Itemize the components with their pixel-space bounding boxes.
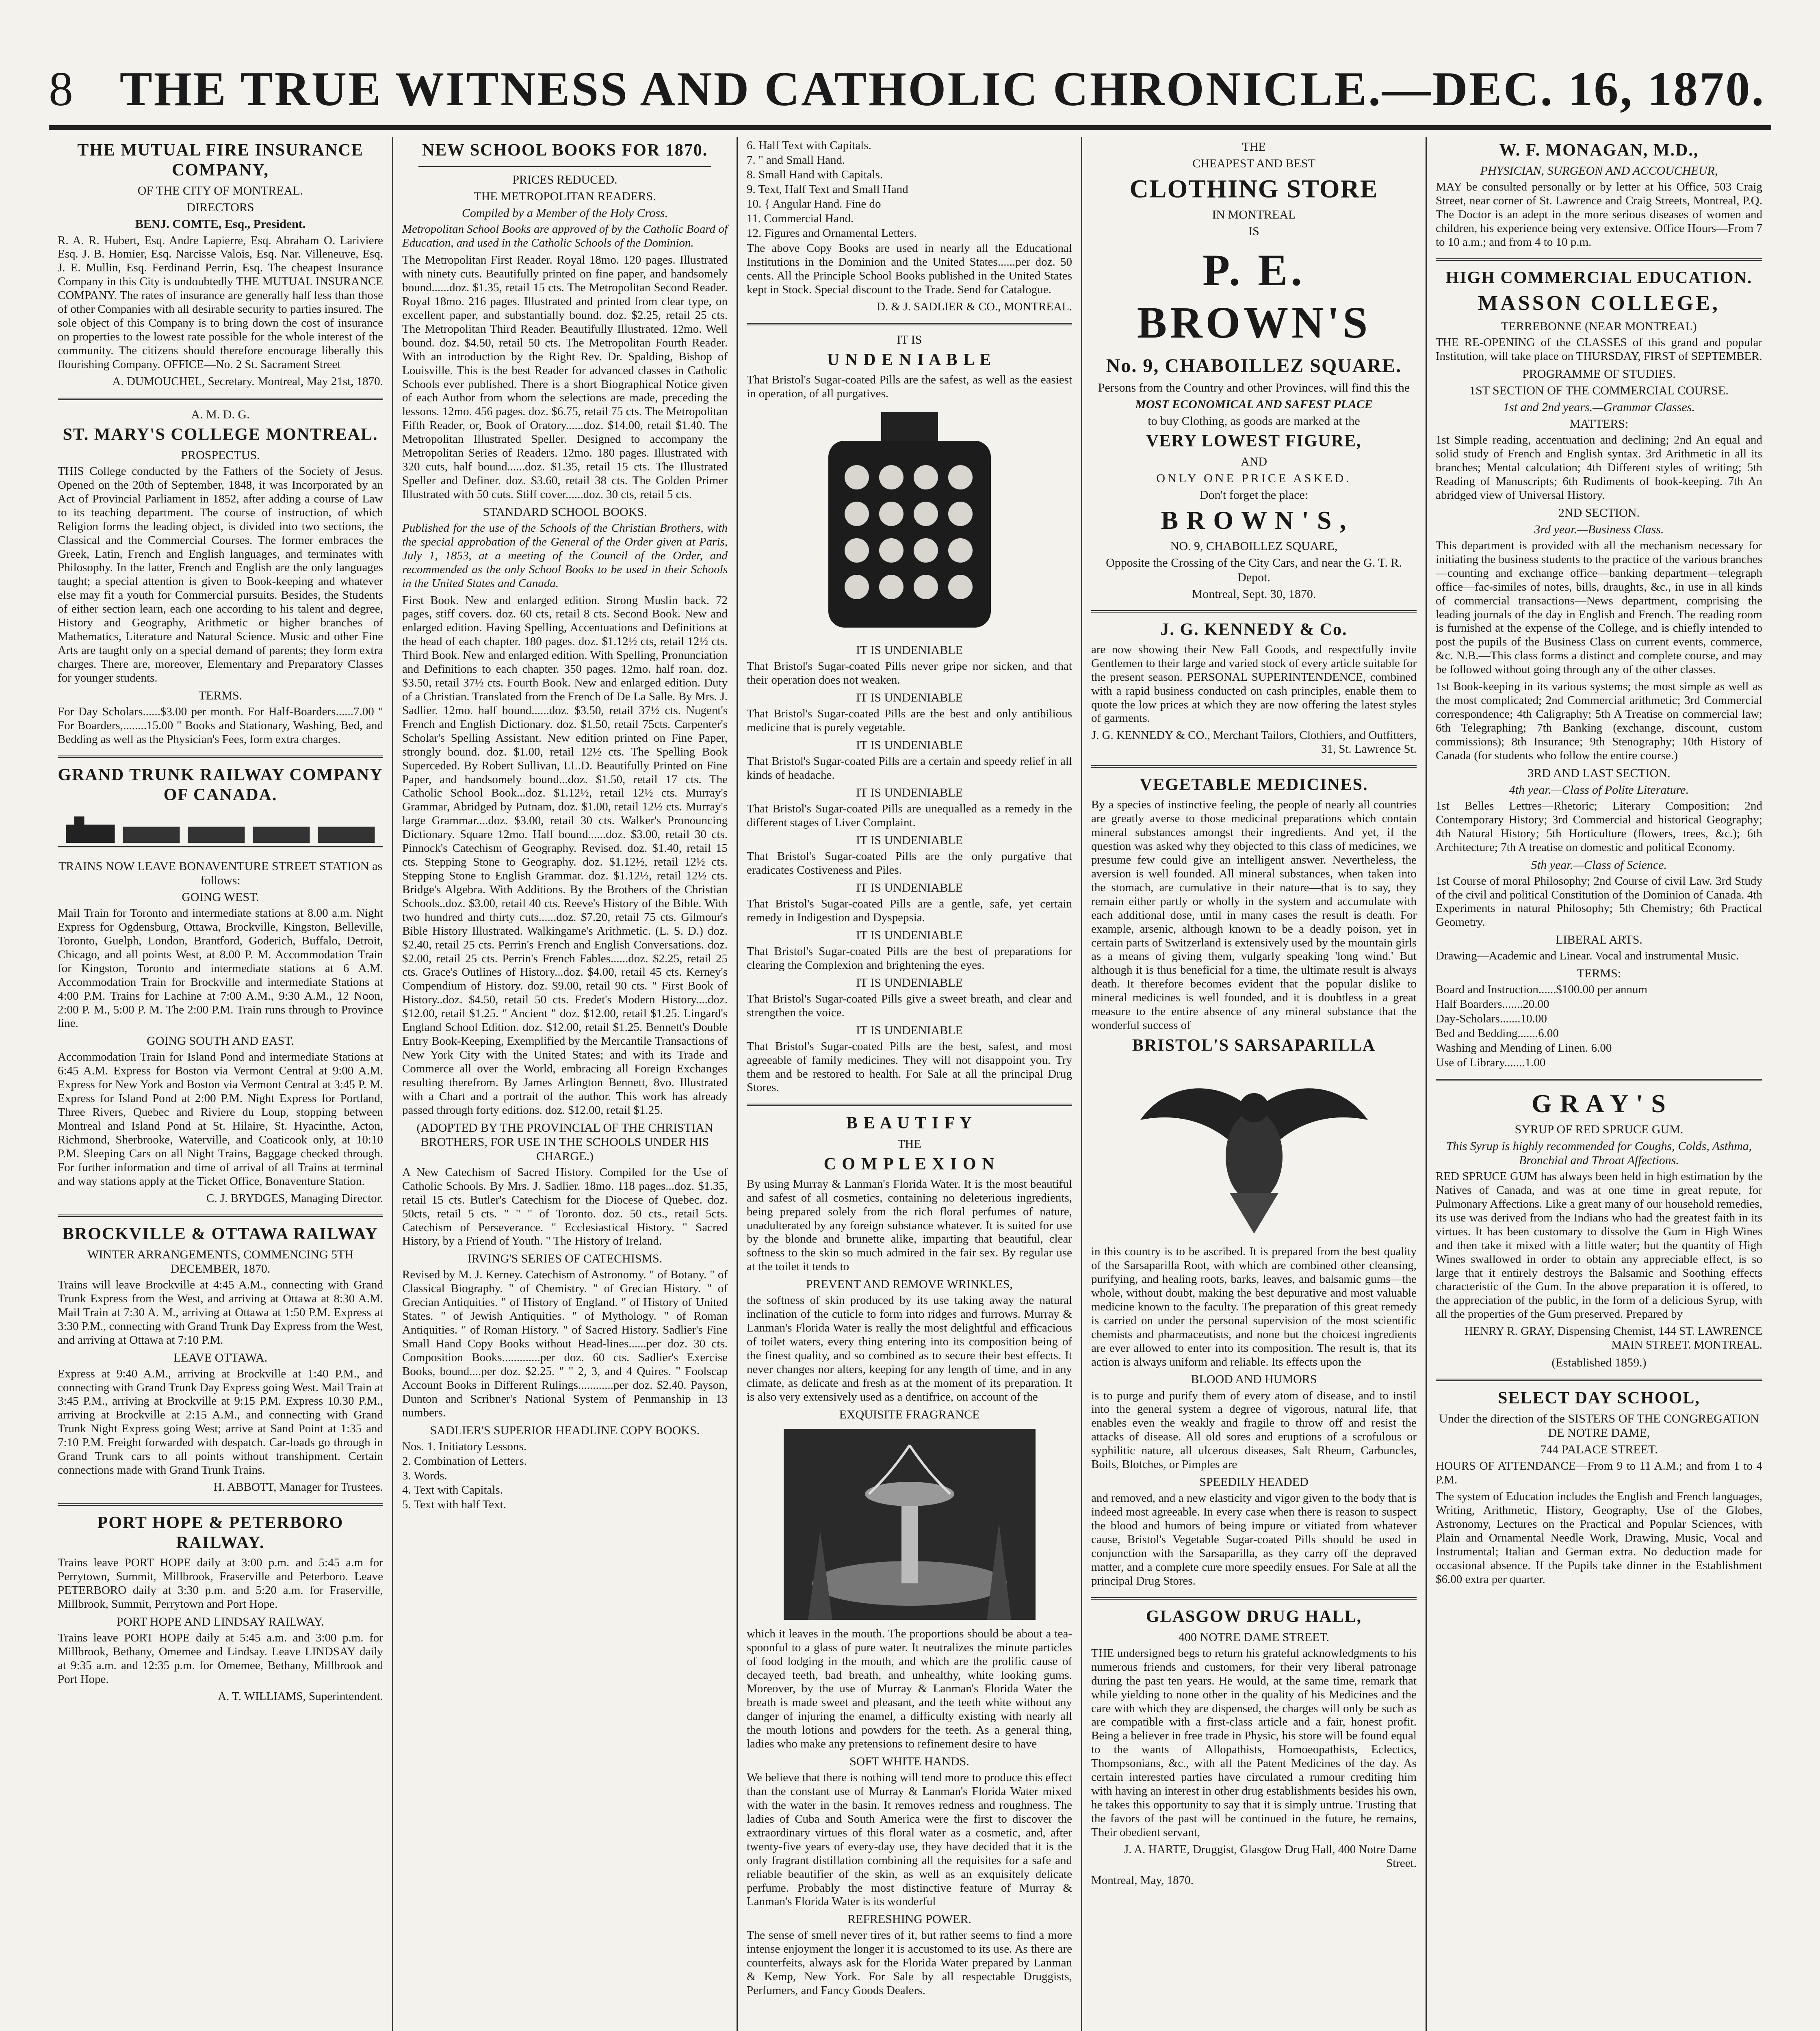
complexion-heading: C O M P L E X I O N	[823, 1154, 995, 1174]
undeniable-item-heading: IT IS UNDENIABLE	[856, 738, 963, 752]
select-school-address: 744 PALACE STREET.	[1540, 1443, 1658, 1457]
undeniable-item-heading: IT IS UNDENIABLE	[856, 881, 963, 894]
sarsaparilla-body: in this country is to be ascribed. It is prepared from the best quality of the Sarsaparilla Root, with which are combined other cleansing, purifying, and healing roots, barks, leaves, and balsamic gums—the whole, without doubt, making the best depurative and most valuable medicine known to the faculty. The preparation of this great remedy is carried on under the personal supervision of the most scientific chemists and pharmaceutists, and none but the choicest ingredients are ever allowed to enter into its composition. The result is, that its action is always uniform and reliable. Its effects upon the	[1091, 1245, 1417, 1368]
section2-body: This department is provided with all the mechanism necessary for initiating the business students to the practice of the various branches—counting and exchange office—banking department—telegraph office—fac-similes of notes, bills, draughts, &c., in use in all kinds of commercial transactions—News department, comprising the leading journals of the day in English and French. The reading room is furnished at the expense of the College, and is chiefly intended to post the pupils of the Business Class on current events, commerce, &c. N.B.—This class forms a distinct and complete course, and may be followed without going through any of the other classes.	[1436, 539, 1762, 676]
school-books-ad	[402, 141, 728, 1512]
one-price: ONLY ONE PRICE ASKED.	[1156, 472, 1352, 485]
undeniable-item-heading: IT IS UNDENIABLE	[856, 1023, 963, 1037]
brockville-ad	[58, 1224, 383, 1494]
grand-trunk-ad	[58, 765, 383, 1206]
is-label: IS	[1248, 225, 1259, 238]
column-4	[1082, 137, 1427, 2031]
select-school-ad	[1436, 1388, 1762, 1587]
undeniable-item-heading: IT IS UNDENIABLE	[856, 786, 963, 799]
programme-heading: PROGRAMME OF STUDIES.	[1522, 367, 1676, 381]
approved-note: Metropolitan School Books are approved of by the Catholic Board of Education, and used in the Catholic Schools of the Dominion.	[402, 223, 728, 250]
beautify-heading: B E A U T I F Y	[846, 1114, 973, 1133]
divider	[58, 756, 383, 758]
list-item: Board and Instruction......$100.00 per annum	[1436, 983, 1648, 996]
glasgow-heading: GLASGOW DRUG HALL,	[1146, 1607, 1362, 1626]
undeniable-item-heading: IT IS UNDENIABLE	[856, 833, 963, 847]
undeniable-item-text: That Bristol's Sugar-coated Pills never gripe nor sicken, and that their operation does not weaken.	[747, 660, 1072, 687]
train-icon	[58, 812, 383, 849]
column-5	[1427, 137, 1771, 2031]
undeniable-item-heading: IT IS UNDENIABLE	[856, 691, 963, 705]
fire-insurance-sub: OF THE CITY OF MONTREAL.	[137, 184, 303, 198]
refreshing-heading: REFRESHING POWER.	[847, 1912, 972, 1926]
copy-books-continued	[747, 139, 1072, 314]
sadlier-heading: SADLIER'S SUPERIOR HEADLINE COPY BOOKS.	[430, 1423, 700, 1437]
section4-list: 1st Course of moral Philosophy; 2nd Course of civil Law. 3rd Study of the civil and political Constitution of the Dominion of Canada. 4th Experiments in natural Philosophy; 5th Chemistry; 6th Practical Geometry.	[1436, 874, 1762, 929]
select-school-heading: SELECT DAY SCHOOL,	[1498, 1389, 1700, 1408]
clothing-date: Montreal, Sept. 30, 1870.	[1192, 587, 1316, 601]
grand-trunk-west-body: Mail Train for Toronto and intermediate stations at 8.00 a.m. Night Express for Ogdensburg, Ottawa, Brockville, Kingston, Belleville, Toronto, Guelph, London, Brantford, Goderich, Buffalo, Detroit, Chicago, and all points West, at 8.00 P. M. Accommodation Train for Kingston, Toronto and intermediate stations at 6 A.M. Accommodation Train for Brockville and intermediate Stations at 4:00 P.M. Trains for Lachine at 7:00 A.M., 9:30 A.M., 12 Noon, 2:00 P. M., 5:00 P. M. The 2:00 P.M. Train runs through to Province line.	[58, 907, 383, 1030]
syrup-body: RED SPRUCE GUM has always been held in high estimation by the Natives of Canada, and was at one time in great repute, for Pulmonary Affections. Like a great many of our household remedies, its use was derived from the Indians who had the greatest faith in its virtues. It has been customary to dissolve the Gum in High Wines and then take it mixed with a little water; but the quantity of High Wines swallowed in order to obtain any appreciable effect, is so large that it entirely destroys the Balsamic and Soothing effects characteristic of the Gum. In the above preparation it is offered, to the appreciation of the public, in the form of a delicious Syrup, with all the properties of the Gum preserved. Prepared by	[1436, 1170, 1762, 1321]
monagan-heading: W. F. MONAGAN, M.D.,	[1499, 141, 1699, 160]
copy-books-note: The above Copy Books are used in nearly all the Educational Institutions in the Dominion and the United States......per doz. 50 cents. All the Principle School Books published in the United States kept in Stock. Special discount to the Trade. Send for Catalogue.	[747, 242, 1072, 297]
college-amdg: A. M. D. G.	[191, 407, 250, 421]
glasgow-address: 400 NOTRE DAME STREET.	[1178, 1630, 1330, 1644]
and-label: AND	[1241, 455, 1267, 469]
kennedy-ad	[1091, 620, 1417, 757]
brockville-signature: H. ABBOTT, Manager for Trustees.	[213, 1480, 383, 1494]
florida-water-ad	[747, 1113, 1072, 1998]
list-item: Washing and Mending of Linen. 6.00	[1436, 1041, 1612, 1055]
divider	[418, 166, 711, 167]
select-school-hours: HOURS OF ATTENDANCE—From 9 to 11 A.M.; and from 1 to 4 P.M.	[1436, 1459, 1762, 1486]
copy-books-list	[402, 1440, 728, 1512]
terrebonne: TERREBONNE (NEAR MONTREAL)	[1501, 319, 1697, 333]
divider	[1436, 1379, 1762, 1381]
column-1	[49, 137, 393, 2031]
clothing-store-heading: CLOTHING STORE	[1129, 174, 1378, 204]
grand-trunk-trains: TRAINS NOW LEAVE BONAVENTURE STREET STATION as follows:	[58, 859, 383, 887]
list-item: 7. " and Small Hand.	[747, 153, 845, 167]
undeniable-item-text: That Bristol's Sugar-coated Pills are the only purgative that eradicates Costiveness and Piles.	[747, 849, 1072, 877]
divider	[58, 1215, 383, 1217]
list-item: 2. Combination of Letters.	[402, 1454, 527, 1468]
prices-reduced: PRICES REDUCED.	[512, 173, 618, 187]
complexion-body: By using Murray & Lanman's Florida Water. It is the most beautiful and safest of all cosmetics, containing no deleterious ingredients, being prepared solely from the rich floral perfumes of nature, unadulterated by any foreign substance whatever. It is suited for use by the blonde and brunette alike, imparting that beautiful, clear softness to the skin so much admired in the fair sex. By regular use at the toilet it tends to	[747, 1177, 1072, 1273]
brockville-sub: WINTER ARRANGEMENTS, COMMENCING 5TH DECEMBER, 1870.	[87, 1247, 353, 1275]
divider	[747, 323, 1072, 325]
adopted-body: A New Catechism of Sacred History. Compiled for the Use of Catholic Schools. By Mrs. J. Sadlier. 18mo. 118 pages...doz. $1.35, retail 15 cts. Butler's Catechism for the Diocese of Quebec. doz. 50cts, retail 5 cts. " " " of Toronto. doz. 50 cts., retail 5cts. Catechism of Perseverance. " Ecclesiastical History. " Sacred History, by a Friend of Youth. " The History of Ireland.	[402, 1165, 728, 1248]
brockville-heading: BROCKVILLE & OTTAWA RAILWAY	[62, 1224, 379, 1243]
divider	[1436, 1079, 1762, 1081]
standard-body: First Book. New and enlarged edition. Strong Muslin back. 72 pages, stiff covers. doz. 60 cts, retail 8 cts. Second Book. New and enlarged edition. Having Spelling, Accentuations and Definitions at the head of each chapter. 180 pages. doz. $1.12½ cts, retail 12½ cts. Third Book. New and enlarged edition. With Spelling, Pronunciation and Definitions to each chapter. 350 pages. 12mo. half roan. doz. $3.50, retail 37½ cts. Fourth Book. New and enlarged edition. Duty of a Christian. Translated from the French of De La Salle. By Mrs. J. Sadlier. 12mo. half bound......doz. $3.50, retail 37½ cts. Nugent's French and English Dictionary. doz. $1.50, retail 75cts. Carpenter's Scholar's Spelling Assistant. New edition printed on Fine Paper, strongly bound. doz. $1.00, retail 12½ cts. The Spelling Book Superceded. By Robert Sullivan, LL.D. Beautifully Printed on Fine Paper, and handsomely bound...doz. $1.50, retail 17 cts. The Catholic School Book...doz. $1.12½, retail 12½ cts. Murray's Grammar, Abridged by Putnam, doz. $1.00, retail 12½ cts. Murray's large Grammar....doz. $3.00, retail 30 cts. Walker's Pronouncing Dictionary. Square 12mo. Half bound......doz. $3.00, retail 30 cts. Pinnock's Catechism of Geography. Revised. doz. $1.40, retail 15 cts. Stepping Stone to Geography. doz. $1.12½, retail 12½ cts. Stepping Stone to English Grammar. doz. $1.12½, retail 12½ cts. Bridge's Algebra. With Additions. By the Brothers of the Christian Schools..doz. $3.00, retail 40 cts. Reeve's History of the Bible. With two hundred and thirty cuts......doz. $7.20, retail 75 cts. Gilmour's Bible History Illustrated. Walkingame's Arithmetic. (L. S. D.) doz. $2.40, retail 25 cts. Perrin's French and English Conversations. doz. $2.00, retail 25 cts. Perrin's French Fables......doz. $2.25, retail 25 cts. Grace's Outlines of History...doz. $4.00, retail 45 cts. Kerney's Compendium of History. doz. $9.00, retail 90 cts. " First Book of History..doz. $4.50, retail 50 cts. Fredet's Modern History....doz. $12.00, retail $1.25. " Ancient " doz. $12.00, retail $1.25. Lingard's England School Edition. doz. $12.00, retail $1.25. Bennett's Double Entry Book-Keeping, Exemplified by the Mercantile Transactions of New York City with the United States; and with its Trade and Commerce all over the World, embracing all Foreign Exchanges resulting therefrom. By James Arlington Bennett, 8vo. Illustrated with a Chart and a portrait of the author. This work has already passed through forty editions. doz. $12.00, retail $1.25.	[402, 593, 728, 1117]
copy-books-list-2	[747, 139, 1072, 240]
glasgow-drug-hall-ad	[1091, 1607, 1417, 1888]
undeniable-item-heading: IT IS UNDENIABLE	[856, 928, 963, 942]
brockville-body: Trains will leave Brockville at 4:45 A.M., connecting with Grand Trunk Express from the West, and arriving at Ottawa at 8:30 A.M. Mail Train at 7:30 A. M., arriving at Ottawa at 1:50 P.M. Express at 3:30 P.M., connecting with Grand Trunk Day Express from the West, and arriving at Ottawa at 7:10 P.M.	[58, 1278, 384, 1347]
section1-sub: 1st and 2nd years.—Grammar Classes.	[1503, 400, 1695, 414]
college-terms-heading: TERMS.	[198, 689, 243, 702]
list-item: Day-Scholars.......10.00	[1436, 1012, 1547, 1026]
school-books-heading: NEW SCHOOL BOOKS FOR 1870.	[422, 141, 708, 160]
list-item: 12. Figures and Ornamental Letters.	[747, 226, 917, 240]
divider	[1091, 610, 1417, 613]
undeniable-item-text: That Bristol's Sugar-coated Pills are the best, safest, and most agreeable of family medicines. They will not disappoint you. Try them and be restored to health. For Sale at all the principal Drug Stores.	[747, 1039, 1072, 1094]
syrup-signature: HENRY R. GRAY, Dispensing Chemist, 144 ST. LAWRENCE MAIN STREET. MONTREAL.	[1464, 1325, 1762, 1352]
select-school-sub: Under the direction of the SISTERS OF THE CONGREGATION DE NOTRE DAME,	[1439, 1412, 1759, 1440]
undeniable-item-text: That Bristol's Sugar-coated Pills are a gentle, safe, yet certain remedy in Indigestion and Dyspepsia.	[747, 897, 1072, 924]
monagan-body: MAY be consulted personally or by letter at his Office, 503 Craig Street, near corner of St. Lawrence and Craig Streets, Montreal, P.Q. The Doctor is an adept in the more serious diseases of women and children, his experience being very extensive. Office Hours—From 7 to 10 a.m.; and from 4 to 10 p.m.	[1436, 180, 1762, 249]
monagan-ad	[1436, 141, 1762, 249]
grand-trunk-east-body: Accommodation Train for Island Pond and intermediate Stations at 6:45 A.M. Express for Boston via Vermont Central at 9:00 A.M. Express for New York and Boston via Vermont Central at 3:45 P. M. Express for Island Pond at 2:00 P.M. Night Express for Portland, Three Rivers, Quebec and Riviere du Loup, stopping between Montreal and Island Pond at St. Hilaire, St. Hyacinthe, Acton, Richmond, Sherbrooke, Waterville, and Coaticook only, at 10:10 P.M. Sleeping Cars on all Night Trains, Baggage checked through. For further information and time of arrival of all Trains at terminal and way stations apply at the Ticket Office, Bonaventure Station.	[58, 1050, 383, 1188]
fire-insurance-ad	[58, 141, 383, 389]
wrinkles-heading: PREVENT AND REMOVE WRINKLES,	[806, 1277, 1013, 1291]
eagle-illustration-icon	[1132, 1063, 1376, 1238]
fire-insurance-signature: A. DUMOUCHEL, Secretary. Montreal, May 21st, 1870.	[112, 375, 383, 388]
standard-heading: STANDARD SCHOOL BOOKS.	[483, 505, 647, 519]
bristol-pills-ad	[747, 333, 1072, 1095]
list-item: 9. Text, Half Text and Small Hand	[747, 182, 908, 196]
fragrance-body: which it leaves in the mouth. The proportions should be about a tea-spoonful to a glass of pure water. It neutralizes the minute particles of food lodging in the mouth, and which are the prolific cause of decayed teeth, bad breath, and unhealthy, white looking gums. Moreover, by the use of Murray & Lanman's Florida Water the breath is made sweet and pleasant, and the teeth white without any danger of injuring the enamel, a difficulty existing with nearly all the mouth lotions and powders for the teeth. As a general thing, ladies who make any pretensions to refinement desire to have	[747, 1627, 1072, 1751]
clothing-store-ad	[1091, 140, 1417, 601]
list-item: 6. Half Text with Capitals.	[747, 139, 871, 152]
divider	[1091, 1597, 1417, 1600]
series-heading: THE METROPOLITAN READERS.	[474, 190, 656, 204]
list-item: Bed and Bedding.......6.00	[1436, 1027, 1559, 1040]
education-heading: HIGH COMMERCIAL EDUCATION.	[1445, 268, 1753, 287]
glasgow-body: THE undersigned begs to return his grateful acknowledgments to his numerous friends and customers, for their very liberal patronage during the past ten years. He would, at the same time, remark that while yielding to none other in the quality of his Medicines and the care with which they are dispensed, the charges will only be such as are compatible with a first-class article and a fair, honest profit. Being a believer in free trade in Physic, his store will be found equal to the wants of Allopathists, Homoeopathists, Eclectics, Thompsonians, &c., with all the Patent Medicines of the day. As certain interested parties have circulated a rumour crediting him with having an interest in other drug establishments besides his own, he takes this opportunity to say that it is simply untrue. Trusting that the favors of the past will be continued in the future, he remains, Their obedient servant,	[1091, 1646, 1417, 1839]
the-label: THE	[897, 1137, 921, 1151]
list-item: Half Boarders.......20.00	[1436, 998, 1549, 1011]
undeniable-item-heading: IT IS UNDENIABLE	[856, 643, 963, 657]
vegetable-body: By a species of instinctive feeling, the people of nearly all countries are greatly averse to those medicinal preparations which contain mineral substances amongst their ingredients. And yet, if the question was asked why they objected to this class of medicines, we presume few could give an intelligent answer. Nevertheless, the aversion is well founded. All mineral substances, when taken into the stomach, are cumulative in their nature—that is to say, they remain either partly or wholly in the system and accumulate with each additional dose, until in many cases the result is death. For example, arsenic, although known to be a deadly poison, yet in certain parts of Switzerland is extensively used by the mountain girls as a means of giving them, vulgarly speaking 'long wind.' But although it is thus beneficial for a time, the ultimate result is always death. It therefore becomes evident that the popular dislike to mineral medicines is well founded, and it is doubtless in a great measure to the entire absence of any mineral substance that the wonderful success of	[1091, 798, 1417, 1032]
refreshing-body: The sense of smell never tires of it, but rather seems to find a more intense enjoyment the longer it is accustomed to its use. As there are counterfeits, always ask for the Florida Water prepared by Lanman & Kemp, New York. For Sale by all respectable Druggists, Perfumers, and Fancy Goods Dealers.	[747, 1929, 1072, 1997]
glasgow-date: Montreal, May, 1870.	[1091, 1873, 1194, 1887]
vegetable-medicines-ad	[1091, 775, 1417, 1588]
college-ad	[58, 407, 383, 747]
browns-address: NO. 9, CHABOILLEZ SQUARE,	[1170, 539, 1338, 553]
fire-insurance-heading: THE MUTUAL FIRE INSURANCE COMPANY,	[77, 141, 364, 180]
port-hope-ad	[58, 1513, 383, 1704]
grays-syrup-ad	[1436, 1089, 1762, 1370]
terms-heading: TERMS:	[1577, 967, 1621, 981]
section2-list: 1st Book-keeping in its various systems; the most simple as well as the most complicated; 2nd Commercial arithmetic; 3rd Commercial correspondence; 4th Caligraphy; 5th A Treatise on commercial law; 6th Telegraphing; 7th Banking (exchange, discount, custom commissions); 8th Insurance; 9th Stenography; 10th History of Canada (for students who follow the entire course.)	[1436, 680, 1762, 762]
wrinkles-body: the softness of skin produced by its use taking away the natural inclination of the cuticle to form into ridges and furrows. Murray & Lanman's Florida Water is really the most delightful and efficacious of toilet waters, every thing entering into its composition being of the finest quality, and so combined as to secure their best effects. It never changes nor alters, keeping for any length of time, and in any climate, as delicate and fresh as at the moment of its preparation. It is also very extensively used as a dentifrice, on account of the	[747, 1294, 1072, 1403]
lindsay-signature: A. T. WILLIAMS, Superintendent.	[218, 1689, 383, 1703]
vegetable-heading: VEGETABLE MEDICINES.	[1140, 775, 1368, 795]
section3-sub: 4th year.—Class of Polite Literature.	[1509, 783, 1689, 797]
column-2	[393, 137, 738, 2031]
browns-heading: B R O W N ' S ,	[1161, 506, 1347, 535]
list-item: 10. { Angular Hand. Fine do	[747, 197, 881, 210]
it-is: IT IS	[897, 333, 922, 347]
section1-heading: 1ST SECTION OF THE COMMERCIAL COURSE.	[1469, 383, 1729, 397]
most-economical: MOST ECONOMICAL AND SAFEST PLACE	[1135, 397, 1373, 411]
fees-list	[1436, 983, 1762, 1070]
masson-heading: MASSON COLLEGE,	[1478, 291, 1720, 315]
undeniable-item-heading: IT IS UNDENIABLE	[856, 976, 963, 990]
established: (Established 1859.)	[1551, 1356, 1647, 1370]
compiled-note: Compiled by a Member of the Holy Cross.	[462, 206, 668, 220]
grays-heading: G R A Y ' S	[1532, 1089, 1666, 1118]
divider	[1091, 765, 1417, 768]
undeniable-item-text: That Bristol's Sugar-coated Pills are the best and only antibilious medicine that is purely vegetable.	[747, 707, 1072, 734]
newspaper-title: THE TRUE WITNESS AND CATHOLIC CHRONICLE.—DEC. 16, 1870.	[119, 62, 1766, 116]
list-item: 11. Commercial Hand.	[747, 212, 854, 225]
the-label: THE	[1242, 140, 1266, 154]
standard-intro: Published for the use of the Schools of the Christian Brothers, with the special approbation of the General of the Order given at Paris, July 1, 1853, at a meeting of the Council of the Order, and recommended as the only School Books to be used in their Schools in the United States and Canada.	[402, 521, 728, 590]
lowest-figure: VERY LOWEST FIGURE,	[1146, 432, 1362, 451]
sadlier-signature: D. & J. SADLIER & CO., MONTREAL.	[877, 300, 1072, 314]
grand-trunk-east: GOING SOUTH AND EAST.	[147, 1034, 294, 1048]
port-hope-heading: PORT HOPE & PETERBORO RAILWAY.	[97, 1513, 344, 1552]
pill-bottle-icon	[804, 408, 1015, 636]
speedily-heading: SPEEDILY HEADED	[1199, 1475, 1309, 1489]
syrup-heading: SYRUP OF RED SPRUCE GUM.	[1514, 1122, 1684, 1136]
masson-college-ad	[1436, 268, 1762, 1070]
irving-body: Revised by M. J. Kerney. Catechism of Astronomy. " of Botany. " of Classical Biography. " of Chemistry. " of Grecian History. " of Grecian Antiquities. " of History of England. " of History of United States. " of Jewish Antiquities. " of Mythology. " of Roman Antiquities. " of Roman History. " of Sacred History. Sadlier's Fine Small Hand Copy Books without Head-lines......per doz. 30 cts. Composition Books.............per doz. 60 cts. Sadlier's Exercise Books, bound....per doz. $2.25. " " 2, 3, and 4 Quires. " Foolscap Account Books in Different Rulings............per doz. $2.40. Payson, Dunton and Scribner's National System of Penmanship in 13 numbers.	[402, 1268, 728, 1419]
select-school-body: The system of Education includes the English and French languages, Writing, Arithmetic, History, Geography, Use of the Globes, Astronomy, Lectures on the Practical and Popular Sciences, with Plain and Ornamental Needle Work, Drawing, Music, Vocal and Instrumental; Italian and German extra. No deduction made for occasional absence. If the Pupils take dinner in the Establishment $6.00 extra per quarter.	[1436, 1490, 1762, 1586]
section1-list: 1st Simple reading, accentuation and declining; 2nd An equal and solid study of French and English syntax. 3rd Arithmetic in all its branches; Mental calculation; 4th Different styles of writing; 5th Reading of Manuscripts; 6th Rudiments of book-keeping. 7th An abridged view of Universal History.	[1436, 433, 1762, 502]
undeniable-items	[747, 643, 1072, 1095]
brown-heading: P. E. BROWN'S	[1137, 245, 1371, 347]
glasgow-signature: J. A. HARTE, Druggist, Glasgow Drug Hall, 400 Notre Dame Street.	[1124, 1843, 1417, 1870]
divider	[1436, 258, 1762, 261]
fire-insurance-body: R. A. R. Hubert, Esq. Andre Lapierre, Esq. Abraham O. Lariviere Esq. J. B. Homier, Esq. Narcisse Valois, Esq. Nar. Villeneuve, Esq. J. E. Mullin, Esq. Ferdinand Perrin, Esq. The cheapest Insurance Company in this City is undoubtedly THE MUTUAL INSURANCE COMPANY. The rates of insurance are generally half less than those of other Companies with all desirable security to parties insured. The sole object of this Company is to bring down the cost of insurance on properties to the lowest rate possible for the whole interest of the community. The citizens should therefore encourage liberally this flourishing Company. OFFICE—No. 2 St. Sacrament Street	[58, 234, 383, 371]
list-item: Use of Library.......1.00	[1436, 1056, 1546, 1070]
section2-heading: 2ND SECTION.	[1558, 506, 1640, 520]
section2-sub: 3rd year.—Business Class.	[1534, 522, 1664, 536]
in-montreal: IN MONTREAL	[1212, 208, 1296, 222]
section3-list: 1st Belles Lettres—Rhetoric; Literary Composition; 2nd Contemporary History; 3rd Commercial and historical Geography; 4th Natural History; 5th Horticulture (flowers, trees, &c.); 6th Architecture; 7th A treatise on domestic and political Economy.	[1436, 799, 1762, 854]
columns	[49, 137, 1771, 2031]
dont-forget: Don't forget the place:	[1199, 488, 1309, 502]
matters-label: MATTERS:	[1569, 417, 1629, 431]
to-buy-note: to buy Clothing, as goods are marked at the	[1148, 414, 1360, 428]
kennedy-signature: J. G. KENNEDY & CO., Merchant Tailors, Clothiers, and Outfitters, 31, St. Lawrence St.	[1091, 729, 1417, 756]
irving-heading: IRVING'S SERIES OF CATECHISMS.	[467, 1252, 663, 1266]
undeniable-item-text: That Bristol's Sugar-coated Pills are a certain and speedy relief in all kinds of headache.	[747, 755, 1072, 782]
liberal-arts-body: Drawing—Academic and Linear. Vocal and instrumental Music.	[1436, 949, 1739, 963]
fire-insurance-directors: DIRECTORS	[186, 201, 254, 214]
undeniable-item-text: That Bristol's Sugar-coated Pills give a sweet breath, and clear and strengthen the voice.	[747, 992, 1072, 1019]
brockville-body2: Express at 9:40 A.M., arriving at Brockville at 1:40 P.M., and connecting with Grand Trunk Day Express going West. Mail Train at 3:45 P.M., arriving at Brockville at 9:15 P.M. Express 10.30 P.M., arriving at Brockville at 2:15 A.M., and connecting with Grand Trunk Night Express going West; arrive at Sand Point at 1:35 and 7:10 P.M. Freight forwarded with despatch. Car-loads go through in Grand Trunk cars to all points without transhipment. Certain connections made with Grand Trunk Trains.	[58, 1367, 383, 1477]
fountain-illustration-icon	[784, 1429, 1036, 1620]
divider	[747, 1104, 1072, 1106]
college-body: THIS College conducted by the Fathers of the Society of Jesus. Opened on the 20th of September, 1848, it was Incorporated by an Act of Provincial Parliament in 1852, after adding a course of Law to its teaching department. The course of instruction, of which Religion forms the leading object, is divided into two sections, the Classical and the Commercial Courses. The former embraces the Greek, Latin, French and English languages, and terminates with Philosophy. In the latter, French and English are the only languages taught; a special attention is given to Book-keeping and whatever else may fit a youth for Commercial pursuits. Besides, the Students of either section learn, each one according to his talent and degree, History and Geography, Arithmetic or higher branches of Mathematics, Literature and Natural Science. Music and other Fine Arts are taught only on a special demand of parents; they form extra charges. There are, moreover, Elementary and Preparatory Classes for younger students.	[58, 464, 383, 684]
section4-sub: 5th year.—Class of Science.	[1531, 858, 1667, 872]
lindsay-heading: PORT HOPE AND LINDSAY RAILWAY.	[117, 1615, 324, 1628]
section3-heading: 3RD AND LAST SECTION.	[1528, 766, 1670, 780]
list-item: 4. Text with Capitals.	[402, 1483, 503, 1497]
divider	[58, 398, 383, 400]
college-rates: For Day Scholars......$3.00 per month. For Half-Boarders......7.00 " For Boarders,........15.00 " Books and Stationary, Washing, Bed, and Bedding as well as the Physician's Fees, form extra charges.	[58, 705, 383, 746]
grand-trunk-signature: C. J. BRYDGES, Managing Director.	[206, 1191, 383, 1205]
liberal-arts-heading: LIBERAL ARTS.	[1556, 933, 1642, 947]
list-item: Nos. 1. Initiatory Lessons.	[402, 1440, 527, 1453]
college-heading: ST. MARY'S COLLEGE MONTREAL.	[63, 425, 378, 444]
page-number: 8	[49, 62, 73, 116]
syrup-sub: This Syrup is highly recommended for Coughs, Colds, Asthma, Bronchial and Throat Affections.	[1446, 1139, 1752, 1167]
kennedy-heading: J. G. KENNEDY & Co.	[1160, 620, 1348, 639]
cheapest-label: CHEAPEST AND BEST	[1192, 157, 1315, 171]
fragrance-heading: EXQUISITE FRAGRANCE	[839, 1407, 980, 1421]
monagan-sub: PHYSICIAN, SURGEON AND ACCOUCHEUR,	[1480, 164, 1718, 178]
opposite-note: Opposite the Crossing of the City Cars, and near the G. T. R. Depot.	[1106, 556, 1402, 584]
brockville-leave: LEAVE OTTAWA.	[173, 1351, 268, 1364]
undeniable-item-text: That Bristol's Sugar-coated Pills are unequalled as a remedy in the different stages of Liver Complaint.	[747, 802, 1072, 829]
masthead	[49, 61, 1771, 130]
list-item: 3. Words.	[402, 1469, 447, 1482]
list-item: 8. Small Hand with Capitals.	[747, 168, 883, 181]
soft-hands-heading: SOFT WHITE HANDS.	[849, 1755, 969, 1769]
undeniable-heading: U N D E N I A B L E	[827, 351, 992, 370]
grand-trunk-heading: GRAND TRUNK RAILWAY COMPANY OF CANADA.	[58, 765, 383, 804]
blood-heading: BLOOD AND HUMORS	[1191, 1373, 1317, 1386]
readers-list: The Metropolitan First Reader. Royal 18mo. 120 pages. Illustrated with ninety cuts. Beautifully printed on fine paper, and handsomely bound......doz. $1.35, retail 15 cts. The Metropolitan Second Reader. Royal 18mo. 216 pages. Illustrated and printed from clear type, on excellent paper, and substantially bound. doz. $2.25, retail 25 cts. The Metropolitan Third Reader. Beautifully Illustrated. 12mo. Well bound. doz. $4.50, retail 50 cts. The Metropolitan Fourth Reader. With an introduction by the Right Rev. Dr. Spalding, Bishop of Louisville. This is the best Reader for advanced classes in Catholic Schools ever published. There is a short Biographical Notice given of each Author from whom the selections are made, preceding the lessons. 12mo. 456 pages. doz. $6.75, retail 75 cts. The Metropolitan Fifth Reader, or, Book of Oratory......doz. $14.00, retail $1.40. The Metropolitan Illustrated Speller. Designed to accompany the Metropolitan Series of Readers. 12mo. 180 pages. Illustrated with 320 cuts, half bound......doz. $1.35, retail 15 cts. The Illustrated Speller and Definer. doz. $3.60, retail 38 cts. The Golden Primer Illustrated with 50 cuts. Stiff cover......doz. 30 cts, retail 5 cts.	[402, 253, 728, 501]
brown-address: No. 9, CHABOILLEZ SQUARE.	[1106, 355, 1402, 377]
grand-trunk-west: GOING WEST.	[182, 890, 259, 904]
divider	[58, 1503, 383, 1506]
soft-hands-body: We believe that there is nothing will tend more to produce this effect than the constant use of Murray & Lanman's Florida Water mixed with the water in the basin. It removes redness and roughness. The ladies of Cuba and South America were the first to discover the extraordinary virtues of this floral water as a cosmetic, and, after twenty-five years of every-day use, they have decided that it is the only fragrant distillation combining all the requisites for a safe and reliable beautifier of the skin, as well as an exquisitely delicate perfume. Probably the most distinctive feature of Murray & Lanman's Florida Water is its wonderful	[747, 1771, 1072, 1908]
adopted-heading: (ADOPTED BY THE PROVINCIAL OF THE CHRISTIAN BROTHERS, FOR USE IN THE SCHOOLS UNDER HIS CHARGE.)	[416, 1121, 713, 1163]
port-hope-body: Trains leave PORT HOPE daily at 3:00 p.m. and 5:45 a.m for Perrytown, Summit, Millbrook, Fraserville and Peterboro. Leave PETERBORO daily at 3:30 p.m. and 5:20 a.m. for Fraserville, Millbrook, Summit, Perrytown and Port Hope.	[58, 1556, 383, 1611]
undeniable-item-text: That Bristol's Sugar-coated Pills are the best of preparations for clearing the Complexion and brightening the eyes.	[747, 944, 1072, 972]
reopen-note: THE RE-OPENING of the CLASSES of this grand and popular Institution, will take place on THURSDAY, FIRST of SEPTEMBER.	[1436, 336, 1762, 363]
blood-body: is to purge and purify them of every atom of disease, and to instil into the general system a degree of vigorous, natural life, that enables even the weakly and fragile to throw off and resist the attacks of disease. All old sores and eruptions of a scrofulous or syphilitic nature, all ulcerous diseases, Salt Rheum, Carbuncles, Boils, Blotches, or Pimples are	[1091, 1389, 1417, 1471]
speedily-body: and removed, and a new elasticity and vigor given to the body that is indeed most agreeable. In every case when there is reason to suspect the blood and humors of being impure or vitiated from whatever cause, Bristol's Vegetable Sugar-coated Pills should be used in conjunction with the Sarsaparilla, as they carry off the depraved matter, and a complete cure more speedily ensues. For Sale at all the principal Drug Stores.	[1091, 1492, 1417, 1587]
lindsay-body: Trains leave PORT HOPE daily at 5:45 a.m. and 3:00 p.m. for Millbrook, Bethany, Omemee and Lindsay. Leave LINDSAY daily at 9:35 a.m. and 12:35 p.m. for Omemee, Bethany, Millbrook and Port Hope.	[58, 1631, 383, 1686]
kennedy-body: are now showing their New Fall Goods, and respectfully invite Gentlemen to their large and varied stock of every article suitable for the present season. PERSONAL SUPERINTENDENCE, combined with a rapid business conducted on cash principles, enable them to quote the low prices at which they are now offering the latest styles of garments.	[1091, 643, 1417, 725]
college-prospectus: PROSPECTUS.	[181, 448, 260, 462]
persons-note: Persons from the Country and other Provinces, will find this the	[1098, 381, 1410, 394]
bristol-intro: That Bristol's Sugar-coated Pills are the safest, as well as the easiest in operation, of all purgatives.	[747, 373, 1072, 401]
fire-insurance-president: BENJ. COMTE, Esq., President.	[135, 217, 306, 231]
sarsaparilla-heading: BRISTOL'S SARSAPARILLA	[1132, 1036, 1376, 1055]
column-3	[738, 137, 1082, 2031]
list-item: 5. Text with half Text.	[402, 1498, 506, 1511]
